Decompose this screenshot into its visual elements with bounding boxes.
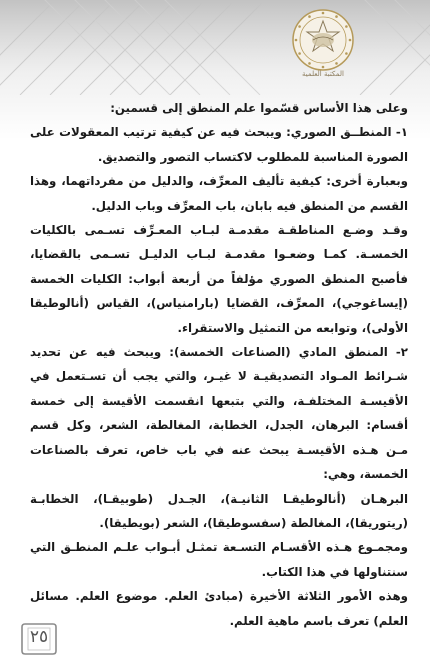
paragraph: وعلى هذا الأساس قسّموا علم المنطق إلى قسمين: [110,101,408,115]
header-ornament [0,0,430,95]
paragraph: ٢- المنطق المادي (الصناعات الخمسة): ويبحث فيه عن تحديد شـرائط المـواد التصديقيـة لا غيـر، والتي يجب أن تسـتعمل في الأقيسـة المختلفـة، والتي بتبعها انقسمت الأقيسة إلى خمسة أقسام: البرهان، الجدل، الخطابة، المغالطة، الشعر، وكل قسم مـن هـذه الأقيسـة يبحث عنه في باب خاص، تعرف بالصناعات الخمسة، وهي: [30,345,408,482]
library-emblem-icon [291,8,355,72]
paragraph: البرهـان (أنالوطيقـا الثانيـة)، الجـدل (طوبيقـا)، الخطابـة (ريتوريقا)، المغالطة (سفسوطيقا)، الشعر (بويطيقا). [30,491,408,530]
paragraph: ومجمـوع هـذه الأقسـام التسـعة تمثـل أبـواب علـم المنطـق التي سنتناولها في هذا الكتاب. [30,540,408,579]
body-text [30,96,408,633]
paragraph: وبعبارة أخرى: كيفية تأليف المعرِّف، والدليل من مفرداتهما، وهذا القسم من المنطق فيه بابان، باب المعرِّف وباب الدليل. [30,174,408,213]
paragraph: وقـد وضـع المناطقـة مقدمـة لبـاب المعـرِّف تسـمى بالكليات الخمسـة. كمـا وضعـوا مقدمـة لبـاب الدليـل تسـمى بالقضايا، فأصبح المنطق الصوري مؤلفاً من أربعة أبواب: الكليات الخمسة (إيساغوجي)، المعرِّف، القضايا (بارامنياس)، القياس (أنالوطيقا الأولى)، وتوابعه من التمثيل والاستقراء. [30,223,408,335]
paragraph: ١- المنطــق الصوري: ويبحث فيه عن كيفية ترتيب المعقولات على الصورة المناسبة للمطلوب لاكتساب التصور والتصديق. [30,125,408,164]
paragraph: وهذه الأمور الثلاثة الأخيرة (مبادئ العلم. موضوع العلم. مسائل العلم) تعرف باسم ماهية العلم. [30,589,408,628]
emblem-caption: المكتبة العلمية [302,70,344,78]
page-number: ٢٥ [29,627,49,647]
